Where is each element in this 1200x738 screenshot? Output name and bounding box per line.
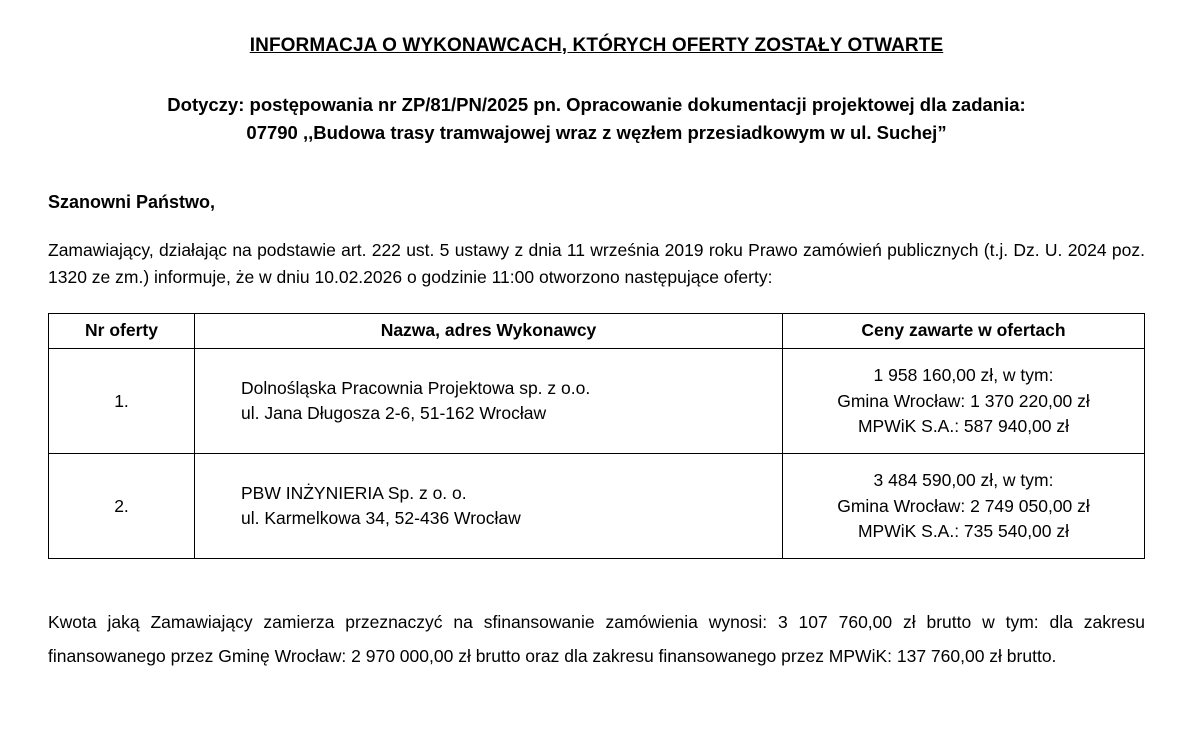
cell-prices <box>783 454 1145 559</box>
column-header-prices: Ceny zawarte w ofertach <box>783 314 1145 349</box>
cell-offer-number: 2. <box>49 454 195 559</box>
table-header <box>49 314 1145 349</box>
closing-paragraph: Kwota jaką Zamawiający zamierza przeznaczyć na sfinansowanie zamówienia wynosi: 3 107 760,00 zł brutto w tym: dla zakresu finansowanego przez Gminę Wrocław: 2 970 000,00 zł brutto oraz dla zakresu finansowanego przez MPWiK: 137 760,00 zł brutto. <box>48 612 1145 667</box>
subject-line-2: 07790 ,,Budowa trasy tramwajowej wraz z węzłem przesiadkowym w ul. Suchej” <box>246 122 947 144</box>
cell-prices <box>783 349 1145 454</box>
column-header-offer-number: Nr oferty <box>49 314 195 349</box>
column-header-contractor: Nazwa, adres Wykonawcy <box>195 314 783 349</box>
price-gmina: Gmina Wrocław: 2 749 050,00 zł <box>837 495 1090 516</box>
page-title: INFORMACJA O WYKONAWCACH, KTÓRYCH OFERTY ZOSTAŁY OTWARTE <box>249 35 944 56</box>
table-header-row <box>49 314 1145 349</box>
price-mpwik: MPWiK S.A.: 587 940,00 zł <box>857 415 1070 436</box>
table-row <box>49 454 1145 559</box>
cell-contractor <box>195 349 783 454</box>
table-row <box>49 349 1145 454</box>
contractor-address: ul. Jana Długosza 2-6, 51-162 Wrocław <box>241 403 547 424</box>
contractor-name: Dolnośląska Pracownia Projektowa sp. z o.o. <box>241 377 591 398</box>
contractor-address: ul. Karmelkowa 34, 52-436 Wrocław <box>241 508 521 529</box>
price-gmina: Gmina Wrocław: 1 370 220,00 zł <box>837 390 1090 411</box>
table-body <box>49 349 1145 559</box>
cell-offer-number: 1. <box>49 349 195 454</box>
price-mpwik: MPWiK S.A.: 735 540,00 zł <box>857 520 1070 541</box>
salutation: Szanowni Państwo, <box>48 192 216 213</box>
offers-table <box>48 313 1145 559</box>
price-total: 1 958 160,00 zł, w tym: <box>873 365 1054 386</box>
cell-contractor <box>195 454 783 559</box>
intro-paragraph: Zamawiający, działając na podstawie art. 222 ust. 5 ustawy z dnia 11 września 2019 roku Prawo zamówień publicznych (t.j. Dz. U. 2024 poz. 1320 ze zm.) informuje, że w dniu 10.02.2026 o godzinie 11:00 otworzono następujące oferty: <box>48 240 1145 288</box>
subject-line-1: Dotyczy: postępowania nr ZP/81/PN/2025 pn. Opracowanie dokumentacji projektowej dla zadania: <box>167 93 1026 115</box>
price-total: 3 484 590,00 zł, w tym: <box>873 470 1054 491</box>
contractor-name: PBW INŻYNIERIA Sp. z o. o. <box>241 482 467 503</box>
subject-block <box>66 91 1127 148</box>
